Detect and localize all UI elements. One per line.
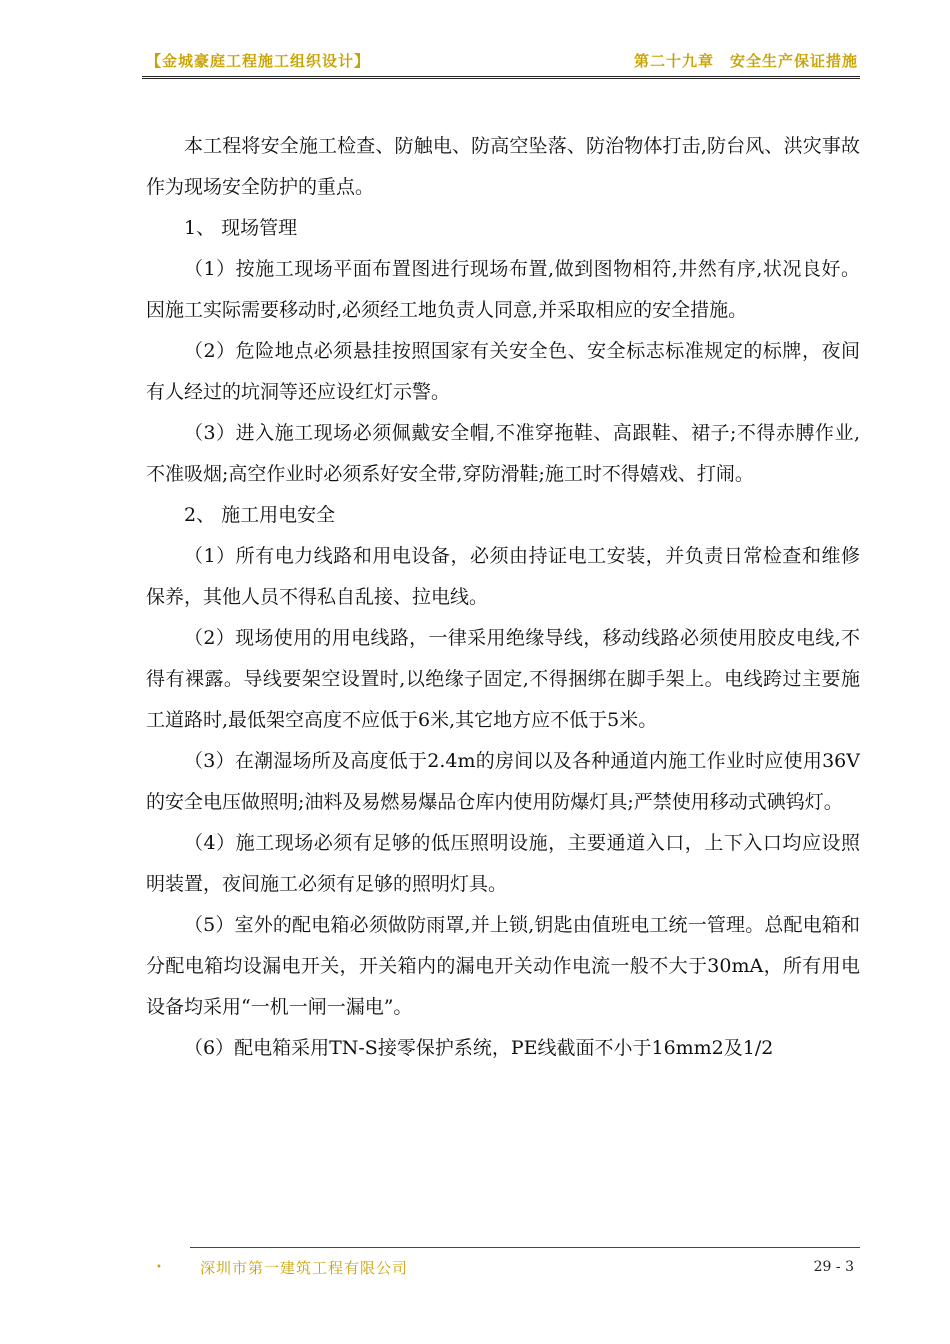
intro-paragraph: 本工程将安全施工检查、防触电、防高空坠落、防治物体打击,防台风、洪灾事故作为现场安全防护的重点。 (146, 135, 860, 198)
header-divider (142, 76, 860, 79)
footer-marker: • (156, 1262, 162, 1273)
paragraph-electric-lines: （1）所有电力线路和用电设备，必须由持证电工安装，并负责日常检查和维修保养，其他人员不得私自乱接、拉电线。 (146, 545, 860, 608)
footer-company-name: 深圳市第一建筑工程有限公司 (200, 1259, 409, 1277)
header-chapter-title: 第二十九章 安全生产保证措施 (633, 52, 858, 70)
paragraph-distribution-box: （5）室外的配电箱必须做防雨罩,并上锁,钥匙由值班电工统一管理。总配电箱和分配电箱均设漏电开关，开关箱内的漏电开关动作电流一般不大于30mA，所有用电设备均采用“一机一闸一漏电”。 (146, 914, 860, 1018)
header-document-title: 【金城豪庭工程施工组织设计】 (146, 52, 371, 70)
document-body (146, 126, 860, 1069)
page-number: 29 - 3 (813, 1259, 854, 1275)
paragraph-tn-s-system: （6）配电箱采用TN-S接零保护系统，PE线截面不小于16mm2及1/2 (184, 1037, 774, 1059)
paragraph-safe-voltage: （3）在潮湿场所及高度低于2.4m的房间以及各种通道内施工作业时应使用36V的安全电压做照明;油料及易燃易爆品仓库内使用防爆灯具;严禁使用移动式碘钨灯。 (146, 750, 860, 813)
footer-divider (190, 1247, 860, 1248)
paragraph-lighting: （4）施工现场必须有足够的低压照明设施，主要通道入口，上下入口均应设照明装置，夜间施工必须有足够的照明灯具。 (146, 832, 860, 895)
paragraph-danger-signs: （2）危险地点必须悬挂按照国家有关安全色、安全标志标准规定的标牌，夜间有人经过的坑洞等还应设红灯示警。 (146, 340, 860, 403)
paragraph-site-layout: （1）按施工现场平面布置图进行现场布置,做到图物相符,井然有序,状况良好。因施工实际需要移动时,必须经工地负责人同意,并采取相应的安全措施。 (146, 258, 860, 321)
paragraph-insulated-wires: （2）现场使用的用电线路，一律采用绝缘导线，移动线路必须使用胶皮电线,不得有裸露。导线要架空设置时,以绝缘子固定,不得捆绑在脚手架上。电线跨过主要施工道路时,最低架空高度不应低于6米,其它地方应不低于5米。 (146, 627, 860, 731)
section-heading-site-management: 1、 现场管理 (184, 217, 298, 239)
section-heading-electrical-safety: 2、 施工用电安全 (184, 504, 336, 526)
paragraph-safety-helmet: （3）进入施工现场必须佩戴安全帽,不准穿拖鞋、高跟鞋、裙子;不得赤膊作业,不准吸烟;高空作业时必须系好安全带,穿防滑鞋;施工时不得嬉戏、打闹。 (146, 422, 860, 485)
